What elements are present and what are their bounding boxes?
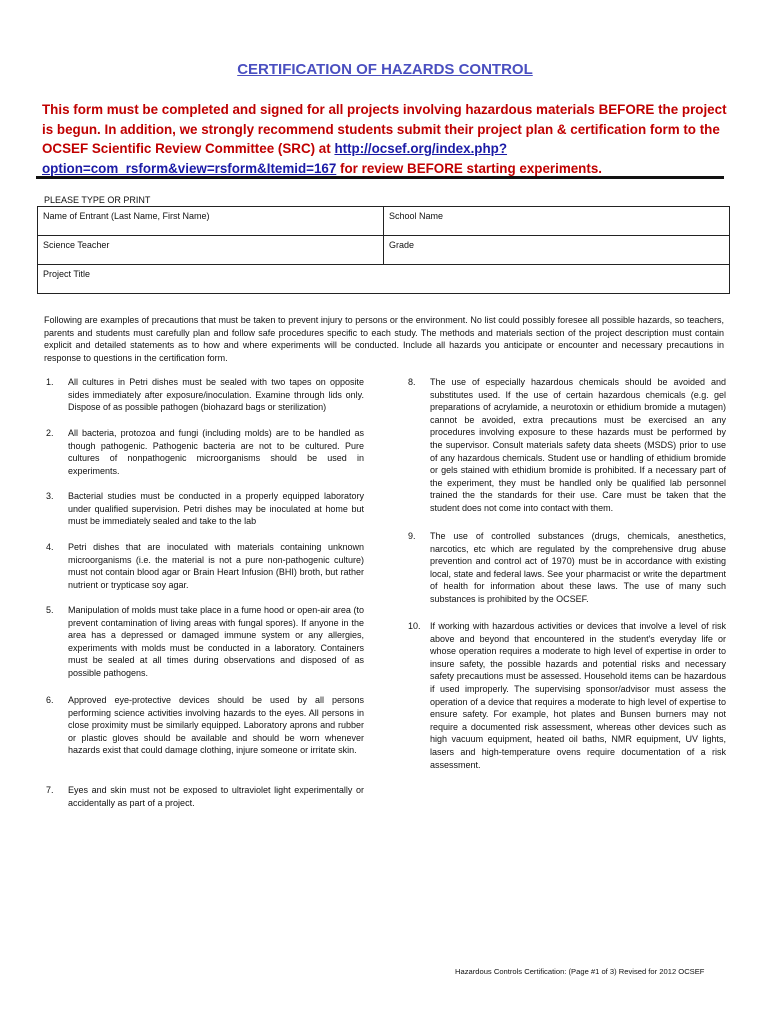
list-item: [46, 376, 364, 416]
divider-rule: [36, 176, 724, 179]
grade-field[interactable]: [384, 236, 730, 265]
item-text: The use of especially hazardous chemicals should be avoided and substitutes used. If the use of certain hazardous chemicals (e.g. gel preparations of acrylamide, a neurotoxin or ethidium bromide a mutagen) cannot be avoided, extra precautions must be exercised an any procedures involving exposure to these hazards must be performed by the supervisor. Consult materials safety data sheets (MSDS) prior to use of any hazardous chemicals. Student use or handling of ethidium bromide or gels stained with ethidium bromide is prohibited. If a necessary part of the experiment, they must be handled only be qualified lab personnel trained the the standards for their use. Care must be taken that the student does not come into contact with them.: [430, 377, 726, 513]
warning-notice: [42, 100, 732, 178]
item-text: Manipulation of molds must take place in a fume hood or open-air area (to prevent contamination of living areas with fungal spores). If anyone in the area has a depressed or damaged immune system or any allergies, experiments with molds must be conducted in a laboratory. Containers must be sealed at all times during observations and disposed of as possible pathogens.: [68, 605, 364, 678]
item-text: Approved eye-protective devices should be used by all persons performing science activities involving hazards to the eyes. All persons in close proximity must be similarly equipped. Laboratory aprons and rubber or plastic gloves should be available and should be worn whenever hazards exist that could damage clothing, injure someone or irritate skin.: [68, 695, 364, 756]
item-number: 7.: [46, 785, 54, 795]
page-footer: Hazardous Controls Certification: (Page #1 of 3) Revised for 2012 OCSEF: [455, 967, 705, 976]
entrant-info-table: [37, 206, 730, 294]
item-text: Petri dishes that are inoculated with materials containing unknown microorganisms (i.e. the material is not a pure non-pathogenic culture) must not contain blood agar or Brain Heart Infusion (BHI) broth, but rather nutrient or trypticase soy agar.: [68, 542, 364, 590]
item-number: 8.: [408, 377, 416, 387]
page-title: CERTIFICATION OF HAZARDS CONTROL: [237, 61, 533, 78]
school-name-field[interactable]: [384, 207, 730, 236]
item-text: All cultures in Petri dishes must be sealed with two tapes on opposite sides immediately after exposure/inoculation. Examine through lids only. Dispose of as possible pathogen (biohazard bags or sterilization): [68, 377, 364, 413]
item-text: The use of controlled substances (drugs, chemicals, anesthetics, narcotics, etc which are regulated by the comprehensive drug abuse prevention and control act of 1970) must be in accordance with existing local, state and federal laws. See your pharmacist or write the department of health for information about these laws. The use of many such substances is prohibited by the OCSEF.: [430, 531, 726, 604]
item-text: All bacteria, protozoa and fungi (including molds) are to be handled as though pathogenic. Pathogenic bacteria are not to be cultured. Pure cultures of nonpathogenic microorganisms should be used in experiments.: [68, 428, 364, 476]
item-text: Eyes and skin must not be exposed to ultraviolet light experimentally or accidentally as part of a project.: [68, 785, 364, 808]
item-number: 5.: [46, 605, 54, 615]
project-title-field[interactable]: [38, 265, 730, 294]
item-number: 6.: [46, 695, 54, 705]
warning-text: This form must be completed and signed for all projects involving hazardous materials BEFORE the project is begun. In addition, we strongly recommend students submit their project plan & certification form to the OCSEF Scientific Review Committee (SRC) at: [42, 102, 727, 156]
entrant-name-field[interactable]: [38, 207, 384, 236]
print-instruction: PLEASE TYPE OR PRINT: [44, 195, 151, 205]
science-teacher-field[interactable]: [38, 236, 384, 265]
item-number: 2.: [46, 428, 54, 438]
item-number: 3.: [46, 491, 54, 501]
item-number: 9.: [408, 531, 416, 541]
science-teacher-label: Science Teacher: [43, 240, 110, 250]
warning-text-end: for review BEFORE starting experiments.: [336, 160, 602, 176]
project-title-label: Project Title: [43, 269, 91, 279]
item-number: 4.: [46, 542, 54, 552]
item-text: If working with hazardous activities or devices that involve a level of risk above and beyond that encountered in the student's everyday life or whose operation requires a moderate to high level of expertise in order to insure safety, the possible hazards and potential risks and necessary safety precautions must be assessed. Household items can be hazardous if used improperly. The supervising sponsor/advisor must assess the operation of a device that requires a moderate to high level of expertise to ensure safety. For example, hot plates and Bunsen burners may not require a documented risk assessment, whereas other devices such as high vacuum equipment, heated oil baths, NMR equipment, UV lights, lasers and high-temperature ovens require documentation of a risk assessment.: [430, 621, 726, 770]
item-text: Bacterial studies must be conducted in a properly equipped laboratory under qualified supervision. Petri dishes may be inoculated at home but must be immediately sealed and take to the lab: [68, 491, 364, 527]
item-number: 1.: [46, 377, 54, 387]
intro-paragraph: Following are examples of precautions that must be taken to prevent injury to persons or the environment. No list could possibly foresee all possible hazards, so teachers, parents and students must carefully plan and follow safe procedures specific to each study. The methods and materials section of the project description must contain explicit and detailed statements as to how and where experiments will be conducted. Include all hazards you anticipate or encounter and necessary precautions in response to questions in the certification form.: [44, 315, 724, 363]
entrant-name-label: Name of Entrant (Last Name, First Name): [43, 211, 210, 221]
ocsef-src-link[interactable]: http://ocsef.org/index.php?option=com_rsform&view=rsform&Itemid=167: [42, 141, 508, 176]
grade-label: Grade: [389, 240, 415, 250]
item-number: 10.: [408, 621, 421, 631]
school-name-label: School Name: [389, 211, 444, 221]
